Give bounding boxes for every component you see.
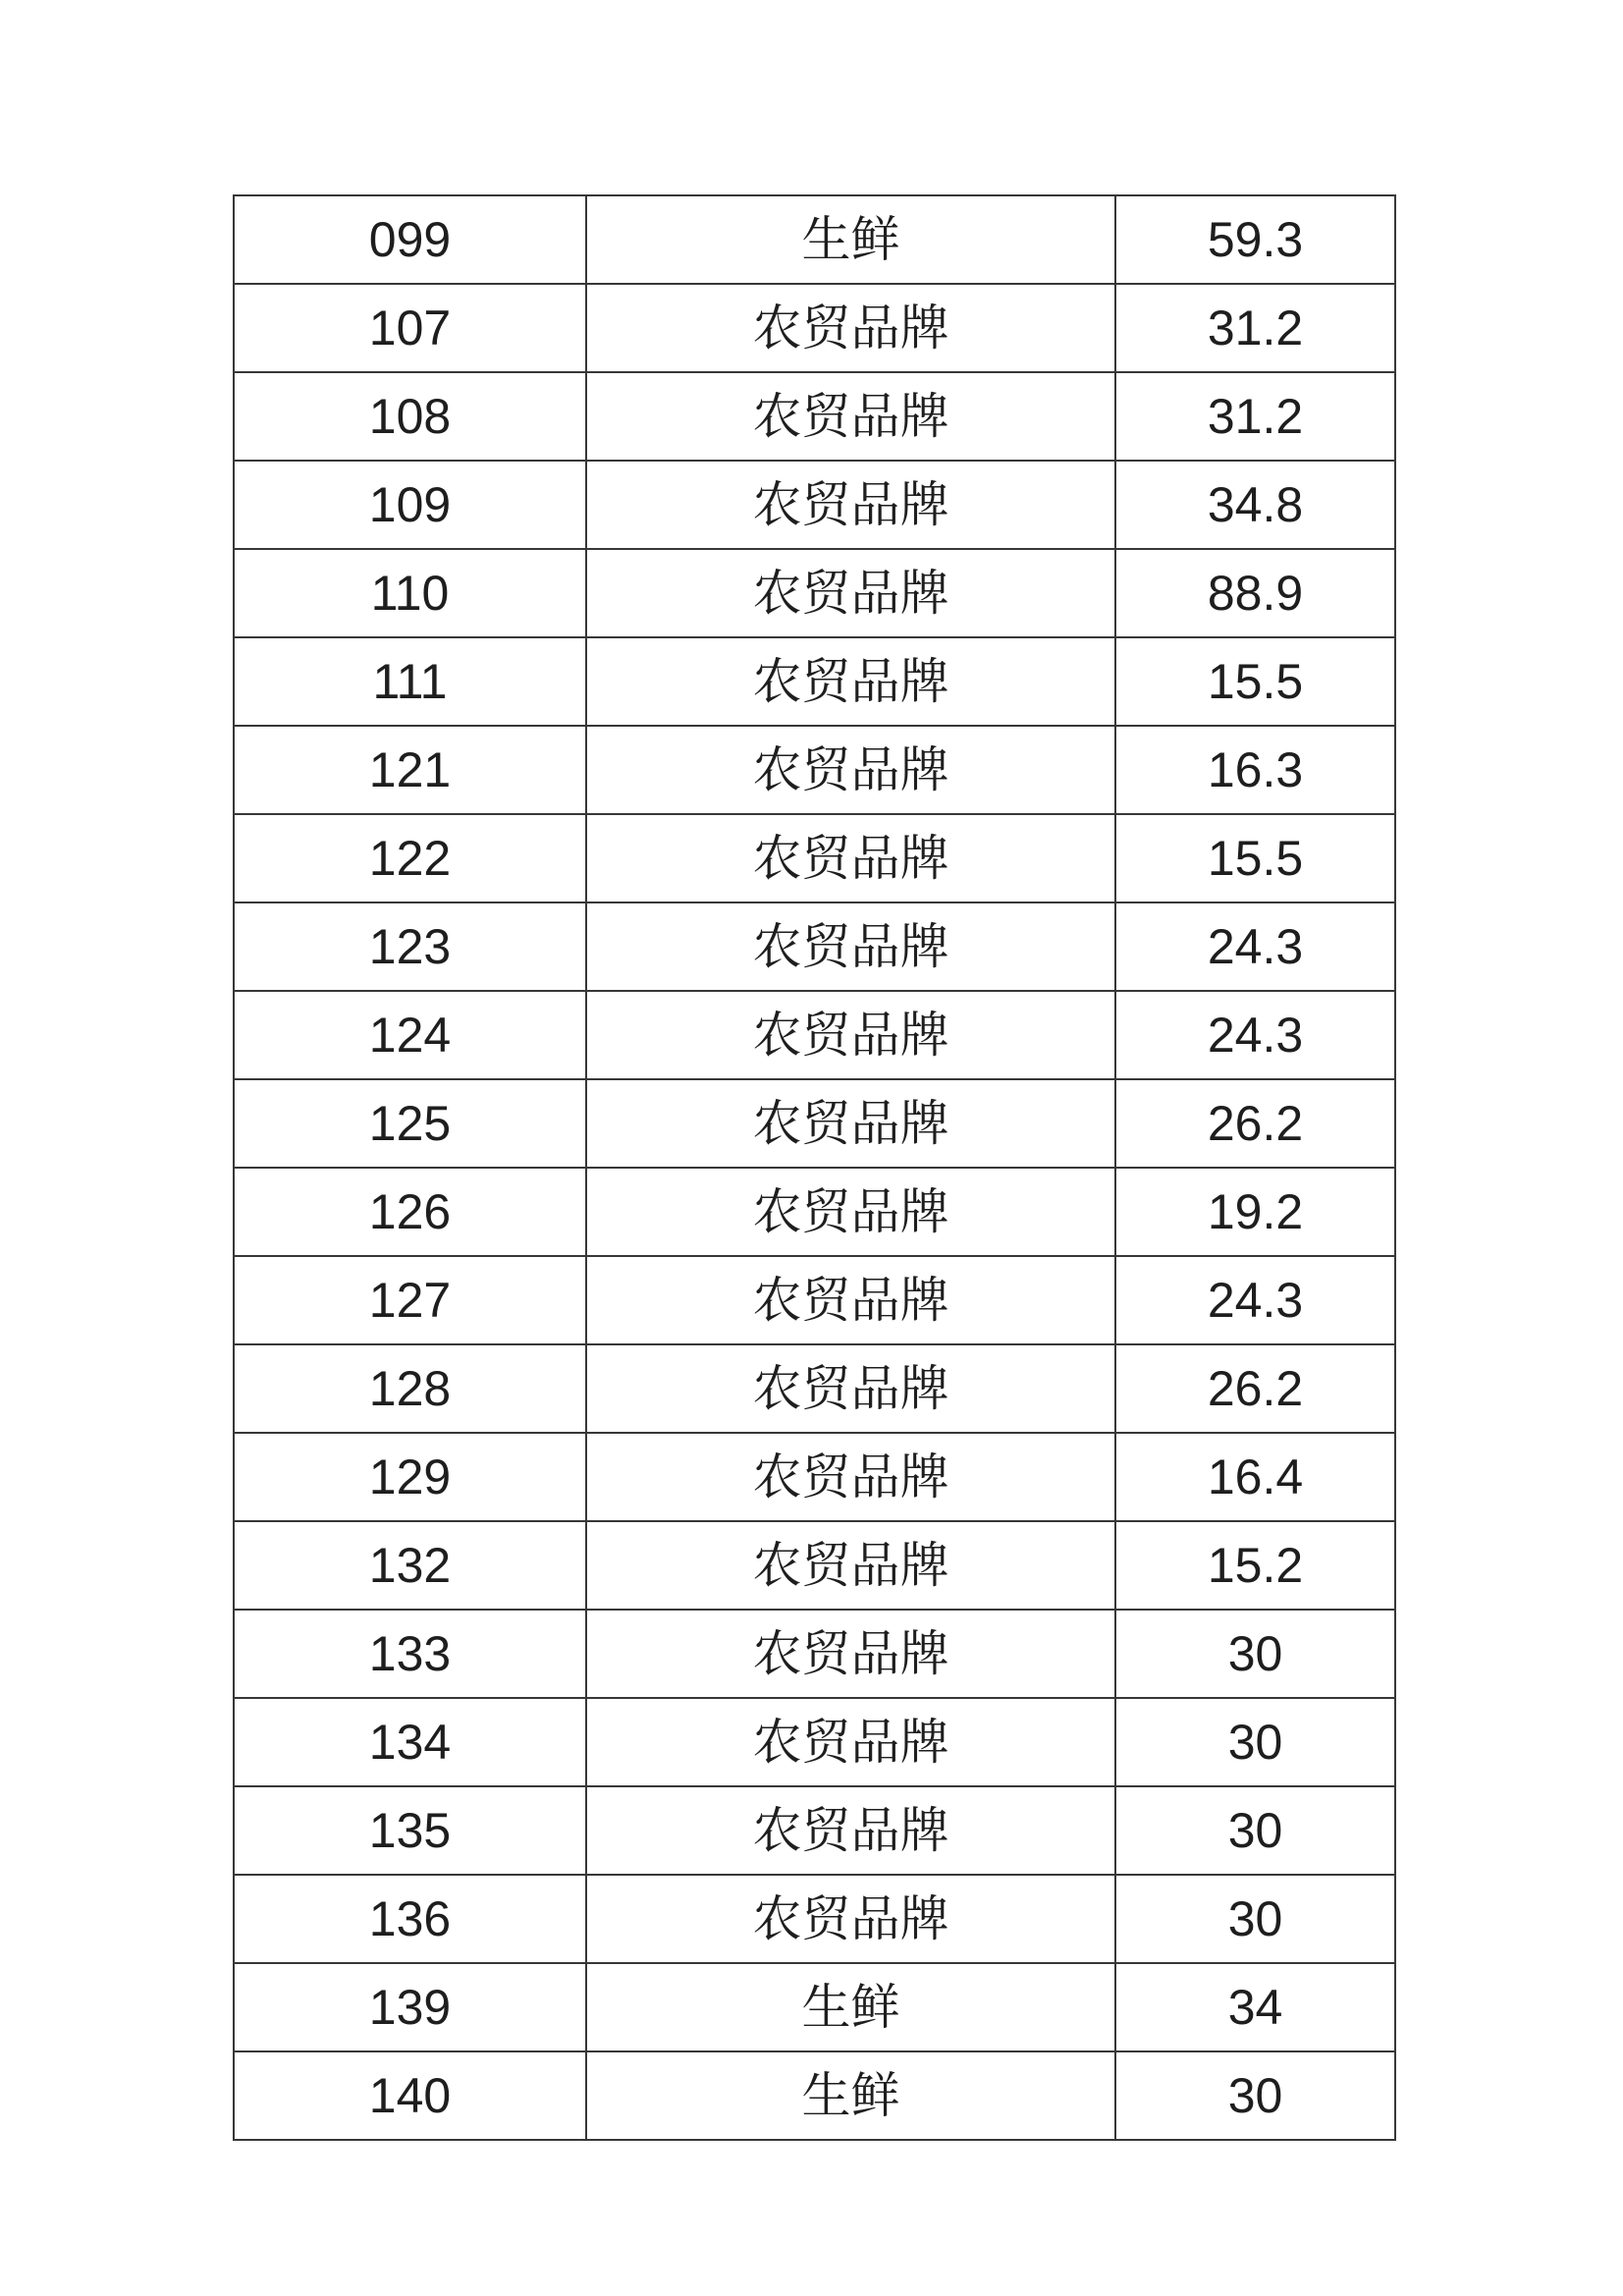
cell-category: 农贸品牌 [586, 902, 1115, 991]
cell-category: 农贸品牌 [586, 372, 1115, 461]
cell-category: 农贸品牌 [586, 726, 1115, 814]
cell-id: 126 [234, 1168, 586, 1256]
cell-id: 109 [234, 461, 586, 549]
table-row [234, 461, 1395, 549]
cell-category: 农贸品牌 [586, 637, 1115, 726]
cell-category: 农贸品牌 [586, 814, 1115, 902]
table-row [234, 726, 1395, 814]
cell-category: 农贸品牌 [586, 1521, 1115, 1610]
cell-value: 30 [1115, 1698, 1395, 1786]
cell-category: 农贸品牌 [586, 1875, 1115, 1963]
cell-category: 农贸品牌 [586, 284, 1115, 372]
cell-value: 15.5 [1115, 814, 1395, 902]
cell-category: 农贸品牌 [586, 1698, 1115, 1786]
table-row [234, 1698, 1395, 1786]
cell-category: 农贸品牌 [586, 1256, 1115, 1344]
cell-value: 24.3 [1115, 991, 1395, 1079]
table-row [234, 2051, 1395, 2140]
cell-value: 34.8 [1115, 461, 1395, 549]
cell-value: 30 [1115, 1610, 1395, 1698]
table-row [234, 1610, 1395, 1698]
cell-value: 59.3 [1115, 195, 1395, 284]
cell-id: 125 [234, 1079, 586, 1168]
cell-id: 135 [234, 1786, 586, 1875]
cell-id: 124 [234, 991, 586, 1079]
cell-id: 107 [234, 284, 586, 372]
cell-value: 26.2 [1115, 1344, 1395, 1433]
cell-id: 110 [234, 549, 586, 637]
cell-id: 140 [234, 2051, 586, 2140]
cell-value: 24.3 [1115, 902, 1395, 991]
cell-category: 农贸品牌 [586, 461, 1115, 549]
cell-category: 生鲜 [586, 2051, 1115, 2140]
table-row [234, 1963, 1395, 2051]
table-row [234, 1875, 1395, 1963]
table-row [234, 1786, 1395, 1875]
table-row [234, 814, 1395, 902]
cell-value: 31.2 [1115, 372, 1395, 461]
cell-value: 30 [1115, 1786, 1395, 1875]
cell-value: 26.2 [1115, 1079, 1395, 1168]
cell-value: 30 [1115, 2051, 1395, 2140]
data-table [233, 194, 1396, 2141]
cell-category: 农贸品牌 [586, 1168, 1115, 1256]
cell-id: 136 [234, 1875, 586, 1963]
table-row [234, 1168, 1395, 1256]
cell-category: 农贸品牌 [586, 1610, 1115, 1698]
cell-id: 139 [234, 1963, 586, 2051]
cell-category: 生鲜 [586, 1963, 1115, 2051]
table-row [234, 1079, 1395, 1168]
table-row [234, 1521, 1395, 1610]
table-row [234, 195, 1395, 284]
table-row [234, 991, 1395, 1079]
table-row [234, 1344, 1395, 1433]
table-row [234, 637, 1395, 726]
cell-category: 农贸品牌 [586, 549, 1115, 637]
cell-id: 128 [234, 1344, 586, 1433]
cell-id: 111 [234, 637, 586, 726]
cell-id: 132 [234, 1521, 586, 1610]
cell-id: 121 [234, 726, 586, 814]
cell-value: 15.5 [1115, 637, 1395, 726]
table-row [234, 902, 1395, 991]
cell-value: 16.4 [1115, 1433, 1395, 1521]
cell-category: 农贸品牌 [586, 1433, 1115, 1521]
cell-id: 123 [234, 902, 586, 991]
cell-category: 农贸品牌 [586, 1786, 1115, 1875]
cell-id: 108 [234, 372, 586, 461]
cell-category: 农贸品牌 [586, 1079, 1115, 1168]
cell-value: 34 [1115, 1963, 1395, 2051]
cell-category: 农贸品牌 [586, 1344, 1115, 1433]
cell-value: 16.3 [1115, 726, 1395, 814]
cell-value: 15.2 [1115, 1521, 1395, 1610]
cell-id: 099 [234, 195, 586, 284]
cell-category: 生鲜 [586, 195, 1115, 284]
cell-value: 30 [1115, 1875, 1395, 1963]
table-body [234, 195, 1395, 2140]
cell-value: 24.3 [1115, 1256, 1395, 1344]
cell-id: 133 [234, 1610, 586, 1698]
cell-value: 19.2 [1115, 1168, 1395, 1256]
cell-id: 129 [234, 1433, 586, 1521]
cell-id: 122 [234, 814, 586, 902]
cell-category: 农贸品牌 [586, 991, 1115, 1079]
table-row [234, 372, 1395, 461]
cell-value: 88.9 [1115, 549, 1395, 637]
table-row [234, 1433, 1395, 1521]
table-row [234, 1256, 1395, 1344]
cell-value: 31.2 [1115, 284, 1395, 372]
table-row [234, 284, 1395, 372]
cell-id: 127 [234, 1256, 586, 1344]
cell-id: 134 [234, 1698, 586, 1786]
table-row [234, 549, 1395, 637]
